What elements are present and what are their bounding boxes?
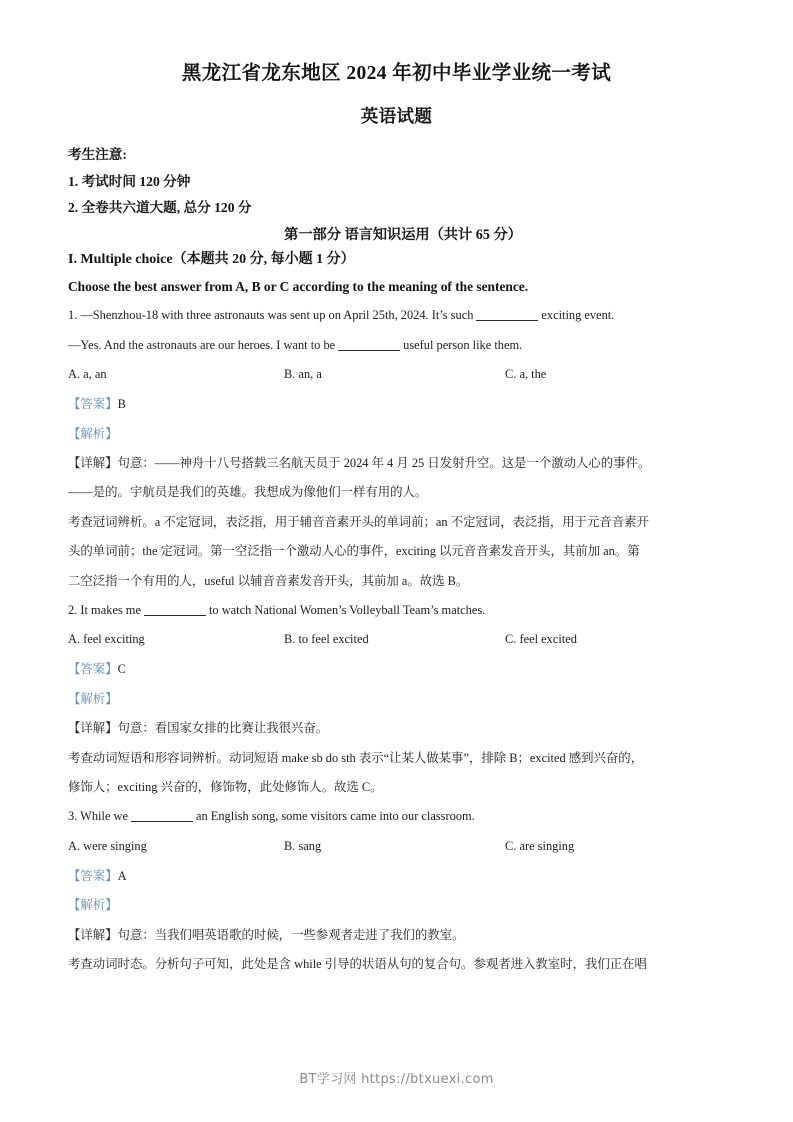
analysis-tag: 【解析】 [68,426,118,441]
question-1-stem-line-1 [68,309,728,321]
question-3-stem-line-1 [68,810,728,822]
question-2-analysis-line-2: 修饰人；exciting 兴奋的，修饰物，此处修饰人。故选 C。 [68,780,383,795]
question-3-detail-line-1: 【详解】句意：当我们唱英语歌的时候，一些参观者走进了我们的教室。 [68,927,465,942]
question-1-analysis-line-1: 考查冠词辨析。a 不定冠词，表泛指，用于辅音音素开头的单词前；an 不定冠词，表泛指，用于元音音素开 [68,514,649,529]
question-3-answer-value: A [117,868,127,883]
question-1-stem-text-c: —Yes. And the astronauts are our heroes. I want to be [68,337,336,352]
question-block-3 [68,810,728,970]
question-2-analysis-row [68,693,728,705]
question-block-1 [68,309,728,587]
question-2-detail-line-1: 【详解】句意：看国家女排的比赛让我很兴奋。 [68,721,329,736]
question-1-stem-text-a: 1. —Shenzhou-18 with three astronauts was sent up on April 25th, 2024. It’s such [68,308,474,323]
question-1-analysis-line-3: 二空泛指一个有用的人，useful 以辅音音素发音开头，其前加 a。故选 B。 [68,573,469,588]
question-2-answer-row [68,663,728,675]
question-1-detail-line-1: 【详解】句意：——神舟十八号搭载三名航天员于 2024 年 4 月 25 日发射升空。这是一个激动人心的事件。 [68,456,651,471]
question-2-option-c[interactable]: C. feel excited [505,632,577,647]
candidate-notice [68,148,728,215]
question-3-stem-text-b: an English song, some visitors came into our classroom. [196,809,475,824]
section-heading-multiple-choice: I. Multiple choice（本题共 20 分, 每小题 1 分） [68,251,355,267]
question-1-stem-text-d: useful person like them. [403,337,523,352]
question-2-stem-text-a: 2. It makes me [68,603,141,618]
question-1-answer-value: B [117,397,126,412]
question-3-analysis-line-1: 考查动词时态。分析句子可知，此处是含 while 引导的状语从句的复合句。参观者进入教室时，我们正在唱 [68,957,647,972]
question-2-stem-line-1 [68,604,728,616]
notice-item-1: 1. 考试时间 120 分钟 [68,173,191,189]
document-body [68,148,728,988]
page-subtitle: 英语试题 [360,106,433,127]
question-1-options [68,368,728,380]
question-3-stem-text-a: 3. While we [68,809,128,824]
footer-watermark: BT学习网 https://btxuexi.com [299,1072,494,1087]
question-3-options [68,840,728,852]
question-1-option-c[interactable]: C. a, the [505,367,547,382]
question-3-blank-1[interactable] [131,811,193,823]
question-1-analysis-line-2: 头的单词前；the 定冠词。第一空泛指一个激动人心的事件，exciting 以元音音素发音开头，其前加 an。第 [68,544,640,559]
question-1-answer-row [68,398,728,410]
question-1-analysis-row [68,428,728,440]
question-2-option-a[interactable]: A. feel exciting [68,632,145,647]
part-one-heading: 第一部分 语言知识运用（共计 65 分） [284,226,522,243]
question-2-blank-1[interactable] [144,605,206,617]
section-instruction: Choose the best answer from A, B or C according to the meaning of the sentence. [68,278,529,294]
question-1-blank-1[interactable] [476,310,538,322]
question-block-2 [68,604,728,793]
answer-tag: 【答案】 [68,868,118,883]
question-2-answer-value: C [117,662,126,677]
question-3-option-a[interactable]: A. were singing [68,838,147,853]
page-title: 黑龙江省龙东地区 2024 年初中毕业学业统一考试 [181,63,612,84]
question-3-analysis-row [68,899,728,911]
question-1-detail-line-2: ——是的。宇航员是我们的英雄。我想成为像他们一样有用的人。 [68,485,428,500]
question-2-option-b[interactable]: B. to feel excited [284,632,369,647]
question-1-option-a[interactable]: A. a, an [68,367,107,382]
analysis-tag: 【解析】 [68,898,118,913]
question-3-option-c[interactable]: C. are singing [505,838,575,853]
question-2-analysis-line-1: 考查动词短语和形容词辨析。动词短语 make sb do sth 表示“让某人做某事”，排除 B；excited 感到兴奋的， [68,750,644,765]
question-2-stem-text-b: to watch National Women’s Volleyball Team’s matches. [208,603,486,618]
notice-item-2: 2. 全卷共六道大题, 总分 120 分 [68,200,252,216]
answer-tag: 【答案】 [68,662,118,677]
question-3-option-b[interactable]: B. sang [284,838,322,853]
question-1-stem-text-b: exciting event. [541,308,615,323]
question-3-answer-row [68,870,728,882]
analysis-tag: 【解析】 [68,691,118,706]
notice-heading: 考生注意: [68,147,127,162]
question-1-stem-line-2 [68,339,728,351]
question-2-options [68,633,728,645]
question-1-option-b[interactable]: B. an, a [284,367,322,382]
question-1-blank-2[interactable] [338,339,400,351]
answer-tag: 【答案】 [68,397,118,412]
